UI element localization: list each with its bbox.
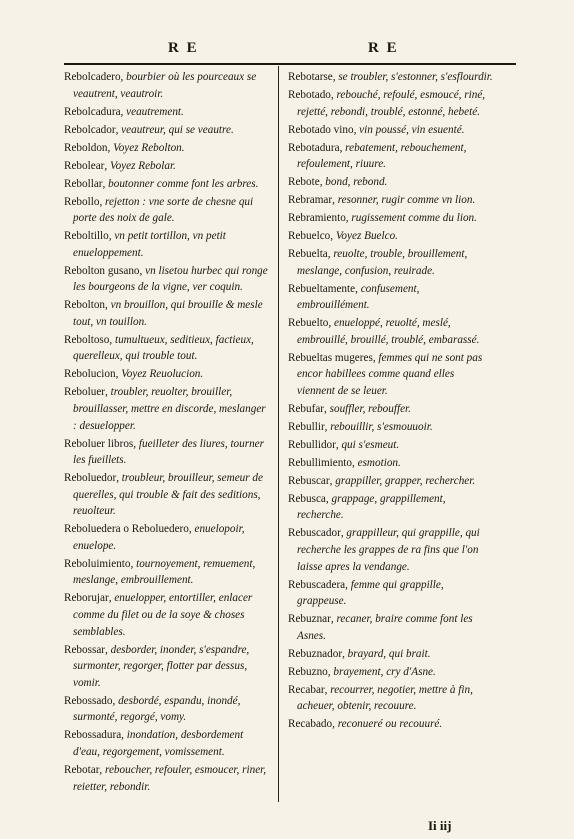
dictionary-entry [288, 525, 493, 575]
dictionary-entry [288, 611, 493, 644]
definition: , rebouillir, s'esmouuoir. [324, 420, 433, 433]
definition: , recourrer, negotier, mettre à fin, acheuer, obtenir, recouure. [297, 683, 473, 713]
definition: , femmes qui ne sont pas encor habillees comme quand elles viennent de se leuer. [297, 351, 483, 397]
dictionary-entry [64, 69, 268, 102]
left-column [64, 69, 268, 797]
headword: Rebusca [288, 492, 326, 505]
headword: Reborujar [64, 592, 109, 605]
headword: Rebolucion [64, 368, 116, 381]
dictionary-entry [288, 350, 493, 400]
definition: , esmotion. [352, 456, 401, 469]
dictionary-entry [64, 122, 268, 139]
definition: , reconueré ou recouuré. [332, 718, 443, 731]
definition: , femme qui grappille, grappeuse. [297, 578, 444, 608]
headword: Rebolcadura [64, 105, 121, 118]
definition: , bourbier où les pourceaux se veautrent, veautroir. [73, 71, 257, 100]
dictionary-entry [288, 69, 493, 86]
definition: , resonner, rugir comme vn lion. [332, 194, 476, 207]
running-head-right: R E [368, 40, 399, 56]
dictionary-entry [288, 437, 493, 454]
dictionary-entry [288, 577, 493, 610]
dictionary-entry [288, 281, 493, 314]
definition: , qui s'esmeut. [335, 438, 400, 451]
definition: , souffler, rebouffer. [324, 402, 411, 415]
definition: , Voyez Rebolton. [107, 141, 185, 154]
dictionary-entry [288, 491, 493, 524]
dictionary-entry [288, 210, 493, 227]
headword: Rebotar [64, 763, 100, 776]
definition: , tumultueux, seditieux, factieux, querelleux, qui trouble tout. [73, 333, 254, 363]
dictionary-entry [64, 693, 268, 726]
headword: Rebollo [64, 195, 100, 208]
dictionary-entry [288, 646, 493, 663]
definition: , inondation, desbordement d'eau, regorgement, vomissement. [73, 729, 244, 758]
headword: Recabado [288, 718, 333, 731]
signature-mark: Ii iij [428, 818, 452, 833]
definition: , Voyez Reuolucion. [115, 368, 204, 381]
headword: Rebolear [64, 159, 105, 172]
headword: Rebotadura [288, 141, 340, 154]
dictionary-entry [64, 194, 268, 227]
headword: Rebossado [64, 694, 113, 707]
headword: Reboldon [64, 141, 108, 154]
definition: , boutonner comme font les arbres. [102, 177, 259, 190]
headword: Rebuscadera [288, 578, 346, 591]
dictionary-entry [288, 140, 493, 173]
definition: , enueloppé, reuolté, meslé, embrouillé, brouillé, troublé, embarassé. [297, 317, 480, 346]
running-head-left: R E [168, 40, 199, 56]
dictionary-entry [64, 727, 268, 760]
definition: , confusement, embrouillément. [297, 282, 420, 312]
headword: Rebullimiento [288, 456, 353, 469]
definition: , enuelopper, entortiller, enlacer comme du filet ou de la soye & choses semblables. [73, 592, 253, 638]
headword: Rebuznador [288, 647, 343, 660]
definition: , brayard, qui brait. [342, 647, 431, 660]
headword: Rebolton gusano [64, 264, 140, 277]
definition: , grappilleur, qui grappille, qui recherche les grappes de ra fins que l'on laisse apres la vendange. [297, 527, 480, 573]
dictionary-entry [64, 470, 268, 520]
dictionary-entry [288, 246, 493, 279]
dictionary-entry [64, 140, 268, 157]
dictionary-entry [288, 682, 493, 715]
dictionary-entry [64, 642, 268, 692]
definition: , veautrement. [120, 105, 184, 118]
definition: , Voyez Rebolar. [104, 159, 176, 172]
headword: Rebolton [64, 299, 106, 312]
definition: , fueilleter des liures, tourner les fueillets. [73, 437, 265, 467]
definition: , Voyez Buelco. [330, 230, 398, 243]
dictionary-entry [64, 104, 268, 121]
dictionary-entry [64, 297, 268, 330]
definition: , grappage, grappillement, recherche. [297, 492, 446, 522]
headword: Reboluedor [64, 472, 117, 485]
dictionary-entry [64, 228, 268, 261]
header-rule [64, 63, 516, 65]
headword: Rebollar [64, 177, 103, 190]
dictionary-entry [288, 419, 493, 436]
dictionary-entry [288, 122, 493, 139]
definition: , se troubler, s'estonner, s'esflourdir. [332, 71, 493, 83]
headword: Reboluer libros [64, 437, 134, 450]
definition: , rebatement, rebouchement, refoulement, riuure. [297, 141, 467, 171]
dictionary-entry [288, 315, 493, 348]
dictionary-entry [64, 263, 268, 296]
definition: , veautreur, qui se veautre. [115, 123, 234, 136]
definition: , vn petit tortillon, vn petit enueloppement. [73, 230, 226, 259]
headword: Rebullir [288, 420, 325, 433]
headword: Rebufar [288, 402, 325, 415]
definition: , troubleur, brouilleur, semeur de querelles, qui trouble & fait des seditions, reuolteur. [73, 472, 263, 518]
headword: Rebossar [64, 643, 106, 656]
headword: Rebolcador [64, 123, 116, 136]
headword: Rebullidor [288, 438, 336, 451]
headword: Rebuznar [288, 613, 331, 626]
dictionary-entry [64, 762, 268, 795]
definition: , rugissement comme du lion. [345, 212, 477, 225]
column-divider [278, 66, 279, 802]
definition: , recaner, braire comme font les Asnes. [297, 613, 473, 642]
headword: Rebramar [288, 194, 333, 207]
definition: , tournoyement, remuement, meslange, embrouillement. [73, 557, 256, 587]
headword: Reboluedera o Reboluedero [64, 523, 189, 536]
dictionary-entry [288, 87, 493, 120]
headword: Rebotado vino [288, 123, 354, 136]
dictionary-entry [64, 521, 268, 554]
headword: Reboluimiento [64, 557, 131, 570]
headword: Reboluer [64, 386, 106, 399]
definition: , enuelopoir, enuelope. [73, 523, 245, 552]
dictionary-entry [288, 174, 493, 191]
headword: Reboltoso [64, 333, 110, 346]
right-column [288, 69, 493, 734]
headword: Rebotarse [288, 71, 333, 83]
dictionary-entry [64, 366, 268, 383]
definition: , vn lisetou hurbec qui ronge les bourgeons de la vigne, ver coquin. [73, 264, 268, 294]
dictionary-entry [288, 473, 493, 490]
headword: Rebueltas mugeres [288, 351, 373, 364]
dictionary-entry [288, 228, 493, 245]
headword: Rebramiento [288, 212, 346, 225]
definition: , vin poussé, vin esuenté. [353, 123, 465, 136]
definition: , bond, rebond. [319, 176, 388, 189]
headword: Rebote [288, 176, 320, 189]
definition: , rebouché, refoulé, esmoucé, riné, rejetté, rebondi, troublé, estonné, hebeté. [297, 88, 486, 118]
headword: Rebueltamente [288, 282, 356, 295]
definition: , reboucher, refouler, esmoucer, riner, reietter, rebondir. [73, 763, 267, 793]
dictionary-entry [64, 158, 268, 175]
running-head [68, 40, 510, 56]
definition: , rejetton : vne sorte de chesne qui porte des noix de gale. [73, 195, 254, 225]
headword: Rebuelto [288, 317, 329, 330]
headword: Rebolcadero [64, 71, 121, 83]
dictionary-entry [64, 590, 268, 640]
definition: , troubler, reuolter, brouiller, brouillasser, mettre en discorde, meslanger : desuelopper. [73, 386, 266, 432]
headword: Rebuelco [288, 230, 331, 243]
dictionary-entry [288, 401, 493, 418]
dictionary-entry [288, 664, 493, 681]
dictionary-entry [288, 192, 493, 209]
dictionary-entry [64, 556, 268, 589]
headword: Recabar [288, 683, 325, 696]
headword: Rebotado [288, 88, 331, 101]
dictionary-entry [64, 176, 268, 193]
headword: Rebuscador [288, 527, 341, 540]
headword: Rebuelta [288, 248, 328, 261]
dictionary-entry [64, 436, 268, 469]
definition: , desbordé, espandu, inondé, surmonté, regorgé, vomy. [73, 694, 241, 724]
definition: , brayement, cry d'Asne. [327, 665, 436, 678]
dictionary-entry [288, 716, 493, 733]
headword: Rebossadura [64, 729, 122, 742]
definition: , vn brouillon, qui brouille & mesle tout, vn touillon. [73, 299, 263, 328]
definition: , desborder, inonder, s'espandre, surmonter, regorger, flotter par dessus, vomir. [73, 643, 250, 689]
headword: Reboltillo [64, 230, 109, 243]
dictionary-entry [64, 332, 268, 365]
dictionary-entry [64, 384, 268, 434]
definition: , grappiller, grapper, rechercher. [329, 474, 476, 487]
dictionary-entry [288, 455, 493, 472]
headword: Rebuzno [288, 665, 328, 678]
headword: Rebuscar [288, 474, 330, 487]
definition: , reuolte, trouble, brouillement, meslange, confusion, reuirade. [297, 248, 468, 277]
